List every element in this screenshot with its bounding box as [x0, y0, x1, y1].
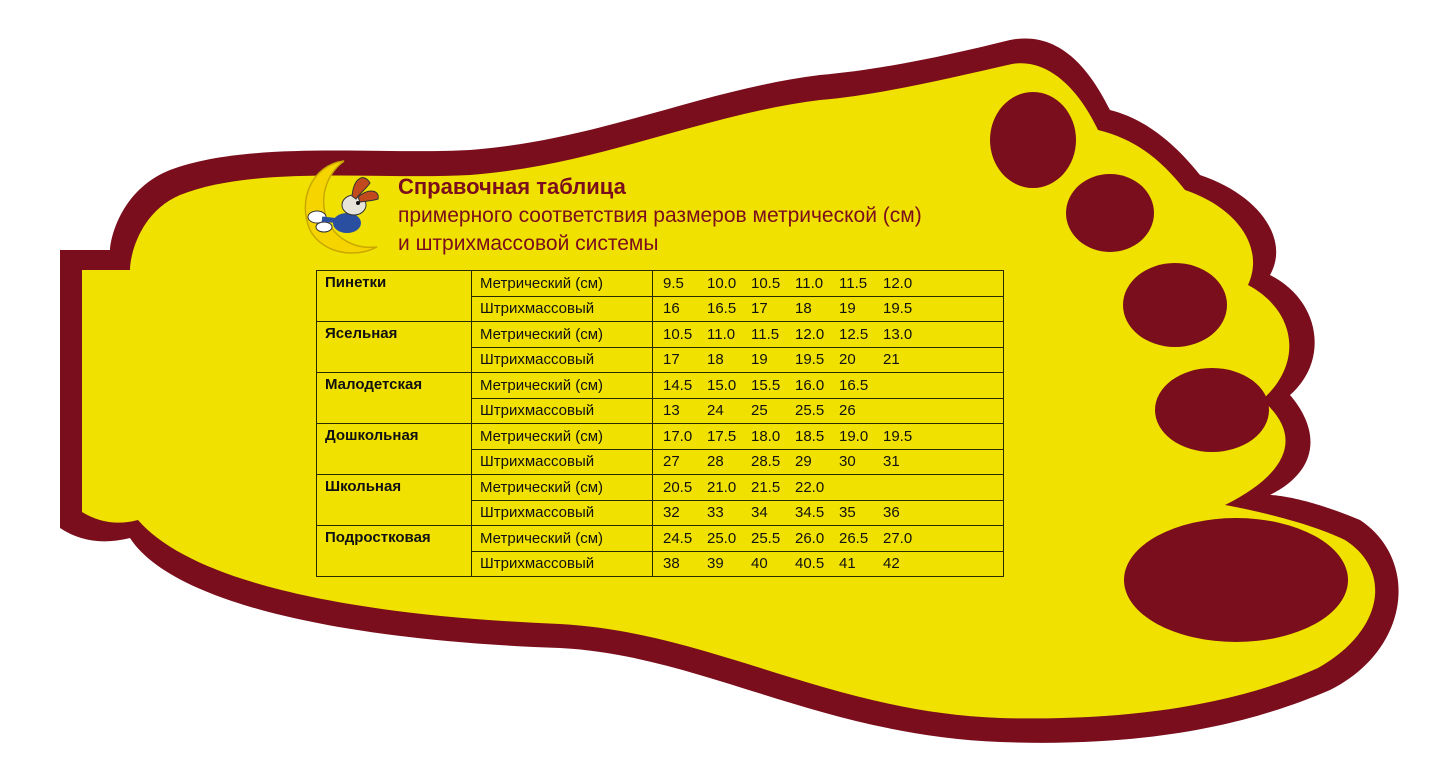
- toe-icon: [1066, 174, 1154, 252]
- size-value: 17.0: [663, 427, 693, 445]
- size-value: 25.0: [707, 529, 737, 547]
- system-label-stich: Штрихмассовый: [472, 551, 653, 577]
- size-value: 10.0: [707, 274, 737, 292]
- size-value: 26: [839, 402, 856, 420]
- stich-values-cell: [653, 398, 1004, 424]
- stich-values-cell: [653, 347, 1004, 373]
- size-value: 20.5: [663, 478, 693, 496]
- size-value: 15.0: [707, 376, 737, 394]
- size-value: 10.5: [751, 274, 781, 292]
- size-value: 9.5: [663, 274, 684, 292]
- size-value: 18.0: [751, 427, 781, 445]
- size-table-body: [317, 271, 1004, 577]
- metric-values-cell: [653, 322, 1004, 348]
- size-value: 11.5: [751, 325, 780, 343]
- metric-values-cell: [653, 373, 1004, 399]
- size-value: 40: [751, 555, 768, 573]
- size-value: 10.5: [663, 325, 693, 343]
- toe-icon: [1123, 263, 1227, 347]
- size-value: 19.0: [839, 427, 869, 445]
- size-value: 19.5: [883, 300, 913, 318]
- size-value: 40.5: [795, 555, 825, 573]
- size-value: 18.5: [795, 427, 825, 445]
- size-value: 31: [883, 453, 900, 471]
- size-value: 25.5: [751, 529, 781, 547]
- size-value: 17: [751, 300, 768, 318]
- page-title: Справочная таблица: [398, 174, 626, 199]
- size-value: 16.5: [707, 300, 737, 318]
- table-row: [317, 271, 1004, 297]
- size-value: 35: [839, 504, 856, 522]
- stich-values-cell: [653, 551, 1004, 577]
- size-value: 39: [707, 555, 724, 573]
- system-label-metric: Метрический (см): [472, 424, 653, 450]
- size-value: 22.0: [795, 478, 825, 496]
- size-value: 11.5: [839, 274, 868, 292]
- size-value: 41: [839, 555, 856, 573]
- size-value: 38: [663, 555, 680, 573]
- size-value: 18: [707, 351, 724, 369]
- size-value: 14.5: [663, 376, 693, 394]
- table-row: [317, 424, 1004, 450]
- size-value: 27: [663, 453, 680, 471]
- metric-values-cell: [653, 526, 1004, 552]
- size-value: 42: [883, 555, 900, 573]
- system-label-metric: Метрический (см): [472, 475, 653, 501]
- table-row: [317, 373, 1004, 399]
- size-value: 27.0: [883, 529, 913, 547]
- size-value: 12.0: [883, 274, 913, 292]
- size-value: 15.5: [751, 376, 781, 394]
- category-cell: Ясельная: [317, 322, 472, 373]
- system-label-metric: Метрический (см): [472, 526, 653, 552]
- size-value: 19.5: [883, 427, 913, 445]
- system-label-metric: Метрический (см): [472, 271, 653, 297]
- toe-icon: [1155, 368, 1269, 452]
- size-value: 33: [707, 504, 724, 522]
- size-value: 19: [839, 300, 856, 318]
- size-value: 28.5: [751, 453, 781, 471]
- size-value: 21.5: [751, 478, 781, 496]
- category-cell: Дошкольная: [317, 424, 472, 475]
- system-label-stich: Штрихмассовый: [472, 296, 653, 322]
- size-value: 36: [883, 504, 900, 522]
- size-value: 11.0: [707, 325, 736, 343]
- size-table: [316, 270, 1004, 577]
- category-cell: Подростковая: [317, 526, 472, 577]
- size-value: 12.0: [795, 325, 825, 343]
- size-value: 24: [707, 402, 724, 420]
- metric-values-cell: [653, 475, 1004, 501]
- size-value: 24.5: [663, 529, 693, 547]
- size-value: 28: [707, 453, 724, 471]
- size-value: 19.5: [795, 351, 825, 369]
- system-label-stich: Штрихмассовый: [472, 398, 653, 424]
- size-value: 17.5: [707, 427, 737, 445]
- size-value: 12.5: [839, 325, 869, 343]
- page-subtitle-line1: примерного соответствия размеров метрической (см): [398, 204, 922, 227]
- size-value: 25: [751, 402, 768, 420]
- category-cell: Малодетская: [317, 373, 472, 424]
- system-label-stich: Штрихмассовый: [472, 500, 653, 526]
- size-value: 34.5: [795, 504, 825, 522]
- size-value: 25.5: [795, 402, 825, 420]
- size-value: 13: [663, 402, 680, 420]
- stich-values-cell: [653, 296, 1004, 322]
- category-cell: Школьная: [317, 475, 472, 526]
- size-value: 26.5: [839, 529, 869, 547]
- stich-values-cell: [653, 449, 1004, 475]
- table-row: [317, 526, 1004, 552]
- size-value: 13.0: [883, 325, 913, 343]
- system-label-stich: Штрихмассовый: [472, 347, 653, 373]
- size-value: 29: [795, 453, 812, 471]
- size-value: 19: [751, 351, 768, 369]
- size-value: 26.0: [795, 529, 825, 547]
- metric-values-cell: [653, 424, 1004, 450]
- size-value: 16.0: [795, 376, 825, 394]
- table-row: [317, 322, 1004, 348]
- page-subtitle-line2: и штрихмассовой системы: [398, 232, 659, 255]
- size-value: 32: [663, 504, 680, 522]
- size-value: 21: [883, 351, 900, 369]
- system-label-metric: Метрический (см): [472, 322, 653, 348]
- size-value: 11.0: [795, 274, 824, 292]
- metric-values-cell: [653, 271, 1004, 297]
- title-block: [398, 172, 1018, 258]
- size-value: 16: [663, 300, 680, 318]
- size-value: 20: [839, 351, 856, 369]
- stich-values-cell: [653, 500, 1004, 526]
- size-value: 34: [751, 504, 768, 522]
- table-row: [317, 475, 1004, 501]
- toe-icon: [1124, 518, 1348, 642]
- size-value: 18: [795, 300, 812, 318]
- system-label-metric: Метрический (см): [472, 373, 653, 399]
- size-value: 30: [839, 453, 856, 471]
- system-label-stich: Штрихмассовый: [472, 449, 653, 475]
- size-value: 16.5: [839, 376, 869, 394]
- size-value: 17: [663, 351, 680, 369]
- size-value: 21.0: [707, 478, 737, 496]
- bunny-on-moon-icon: [292, 155, 392, 260]
- category-cell: Пинетки: [317, 271, 472, 322]
